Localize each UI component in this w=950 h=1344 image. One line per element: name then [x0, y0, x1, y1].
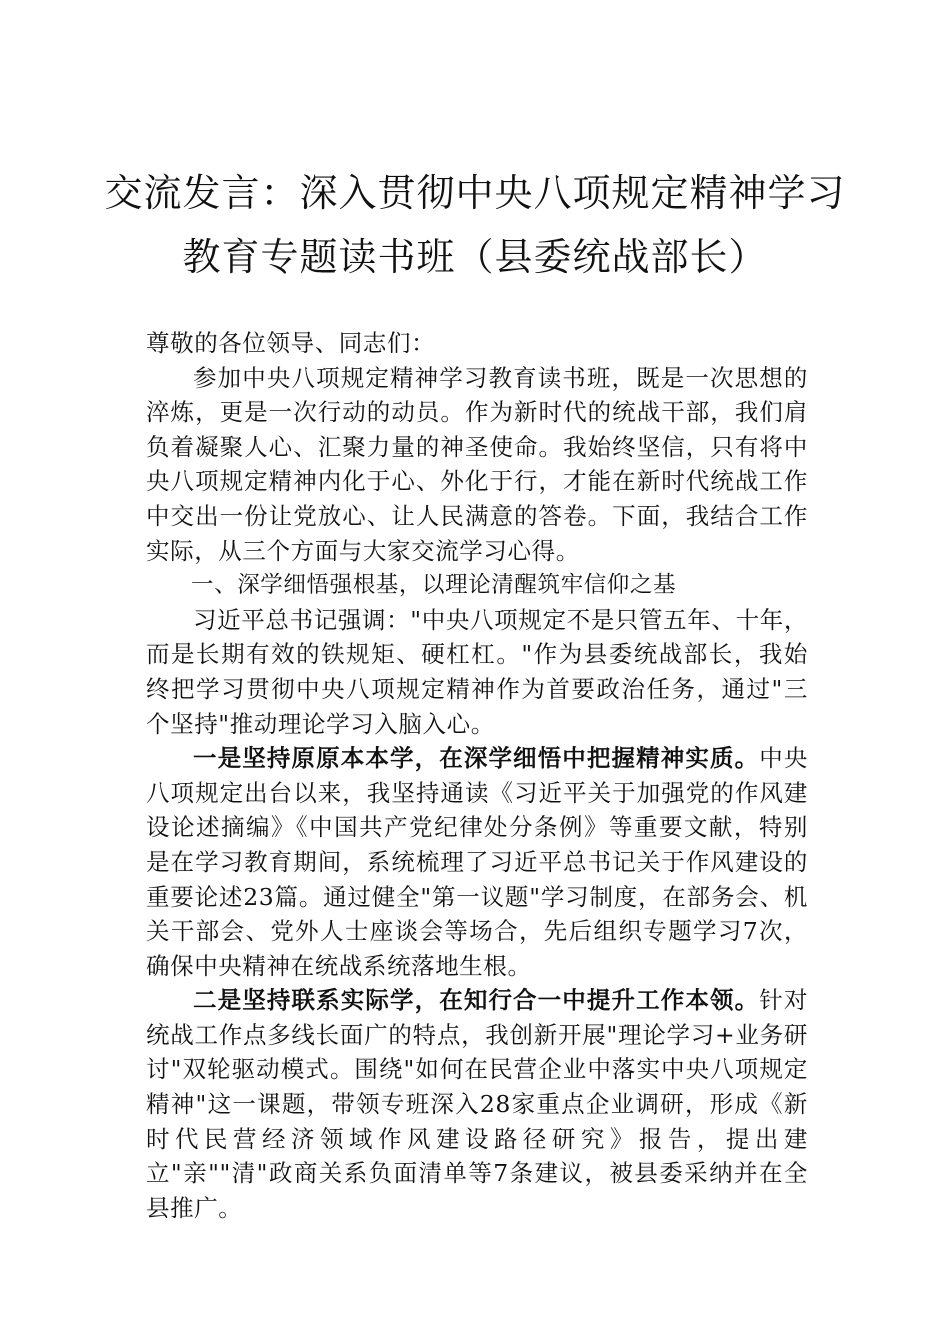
document-body	[146, 326, 808, 1225]
point-2-lead: 二是坚持联系实际学，在知行合一中提升工作本领。	[193, 986, 760, 1015]
section-1-intro-paragraph: 习近平总书记强调："中央八项规定不是只管五年、十年，而是长期有效的铁规矩、硬杠杠。"作为县委统战部长，我始终把学习贯彻中央八项规定精神作为首要政治任务，通过"三个坚持"推动理论学习入脑入心。	[146, 605, 808, 738]
point-2-paragraph	[146, 983, 808, 1225]
point-1-lead: 一是坚持原原本本学，在深学细悟中把握精神实质。	[193, 744, 760, 773]
document-title-line-1: 交流发言：深入贯彻中央八项规定精神学习	[104, 171, 846, 215]
section-1-heading: 一、深学细悟强根基，以理论清醒筑牢信仰之基	[191, 572, 677, 599]
salutation: 尊敬的各位领导、同志们：	[146, 329, 436, 357]
point-1-text: 中央八项规定出台以来，我坚持通读《习近平关于加强党的作风建设论述摘编》《中国共产党纪律处分条例》等重要文献，特别是在学习教育期间，系统梳理了习近平总书记关于作风建设的重要论述23篇。通过健全"第一议题"学习制度，在部务会、机关干部会、党外人士座谈会等场合，先后组织专题学习7次，确保中央精神在统战系统落地生根。	[146, 744, 808, 980]
intro-paragraph: 参加中央八项规定精神学习教育读书班，既是一次思想的淬炼，更是一次行动的动员。作为新时代的统战干部，我们肩负着凝聚人心、汇聚力量的神圣使命。我始终坚信，只有将中央八项规定精神内化于心、外化于行，才能在新时代统战工作中交出一份让党放心、让人民满意的答卷。下面，我结合工作实际，从三个方面与大家交流学习心得。	[146, 363, 808, 565]
document-title-line-2: 教育专题读书班（县委统战部长）	[182, 235, 768, 279]
point-1-paragraph	[146, 741, 808, 983]
point-2-text: 针对统战工作点多线长面广的特点，我创新开展"理论学习+业务研讨"双轮驱动模式。围绕"如何在民营企业中落实中央八项规定精神"这一课题，带领专班深入28家重点企业调研，形成《新时代民营经济领域作风建设路径研究》报告，提出建立"亲""清"政商关系负面清单等7条建议，被县委采纳并在全县推广。	[146, 986, 808, 1222]
